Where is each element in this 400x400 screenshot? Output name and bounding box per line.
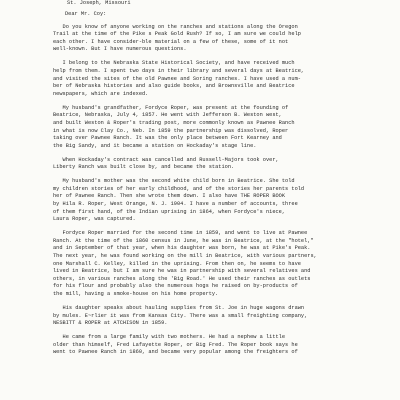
text-line: and in September of that year, when his daughter was born, he was at Pike's Peak. <box>53 245 311 252</box>
text-line: well-known. But I have numerous questions. <box>53 46 187 53</box>
text-line: and built Weston & Roper's trading post, more commonly known as Pawnee Ranch <box>53 119 295 126</box>
text-line: one Marshall C. Kelley, killed in the uprising. From then on, he seems to have <box>53 260 301 267</box>
letter-body <box>53 0 375 363</box>
text-line: her of Pawnee Ranch. Then she wrote them down. I also have THE ROPER BOOK <box>53 193 286 200</box>
text-line: lived in Beatrice, but I am sure he was in partnership with several relatives and <box>53 268 311 275</box>
text-line: by mules. E~rlier it was from Kansas City. There was a small freighting company, <box>53 312 308 319</box>
text-line: NESBITT & ROPER at ATCHISON in 1859. <box>53 320 168 327</box>
text-line: of them first hand, of the Indian uprising in 1864, when Fordyce's niece, <box>53 208 286 215</box>
text-line: help from them. I spent two days in their library and several days at Beatrice, <box>53 67 305 74</box>
salutation: Dear Mr. Coy: <box>65 11 107 17</box>
text-line: My husband's grandfather, Fordyce Roper, was present at the founding of <box>53 104 289 111</box>
text-line: His daughter speaks about hauling supplies from St. Joe in huge wagons drawn <box>53 304 305 311</box>
paragraph <box>53 105 375 151</box>
text-line: went to Pawnee Ranch in 1860, and became very popular among the freighters of <box>53 349 298 356</box>
text-line: When Hockaday's contract was cancelled and Russell-Majors took over, <box>53 156 279 163</box>
text-line: others, in various ranches along the 'Big Road.' He used their ranches as outlets <box>53 275 311 282</box>
text-line: Beatrice, Nebraska, July 4, 1857. He went with Jefferson B. Weston west, <box>53 112 282 119</box>
text-line: Trail at the time of the Pike s Peak Gold Rush? If so, I am sure we could help <box>53 31 301 38</box>
paragraph <box>53 24 375 54</box>
text-line: Laura Roper, was captured. <box>53 216 136 223</box>
paragraph <box>53 230 375 298</box>
text-line: Fordyce Roper married for the second time in 1859, and went to live at Pawnee <box>53 230 308 237</box>
text-line: The next year, he was found working on the mill in Beatrice, with various partners, <box>53 252 317 259</box>
text-line: each other. I have consider-ble material on a few of these, some of it not <box>53 38 289 45</box>
text-line: the mill, having a smoke-house on his home property. <box>53 290 219 297</box>
text-line: taking over Pawnee Ranch. It was the only place between Fort Kearney and <box>53 135 282 142</box>
paragraph <box>53 157 375 172</box>
text-line: Liberty Ranch was built close by, and became the station. <box>53 164 235 171</box>
text-line: newspapers, which are indexed. <box>53 90 149 97</box>
text-line: by Hila R. Roper, West Orange, N. J. 1904. I have a number of accounts, three <box>53 201 298 208</box>
text-line: my children stories of her early childhood, and of the stories her parents told <box>53 185 305 192</box>
paragraph <box>53 60 375 98</box>
paragraph <box>53 334 375 357</box>
paragraph <box>53 178 375 224</box>
text-line: Ranch. At the time of the 1860 census in June, he was in Beatrice, at the "hotel," <box>53 237 314 244</box>
text-line: the Big Sandy, and it became a station on Hockaday's stage line. <box>53 142 257 149</box>
letter-heading: St. Joseph, Missouri <box>67 0 131 6</box>
text-line: Do you know of anyone working on the ranches and stations along the Oregon <box>53 23 298 30</box>
text-line: He came from a large family with two mothers. He had a nephew a little <box>53 334 286 341</box>
paragraph <box>53 305 375 328</box>
paragraph-list <box>53 24 375 357</box>
text-line: My husband's mother was the second white child born in Beatrice. She told <box>53 178 295 185</box>
text-line: older than himself, Fred Lafayette Roper, or Big Fred. The Roper book says he <box>53 341 298 348</box>
text-line: and visited the sites of the old Pawnee and Soring ranches. I have used a num- <box>53 75 301 82</box>
text-line: for his flour and probably also the numerous hogs he raised on by-products of <box>53 283 298 290</box>
text-line: in what is now Clay Co., Neb. In 1859 the partnership was dissolved, Roper <box>53 127 289 134</box>
text-line: ber of Nebraska histories and also guide books, and Brownsville and Beatrice <box>53 83 295 90</box>
text-line: I belong to the Nebraska State Historical Society, and have received much <box>53 60 295 67</box>
